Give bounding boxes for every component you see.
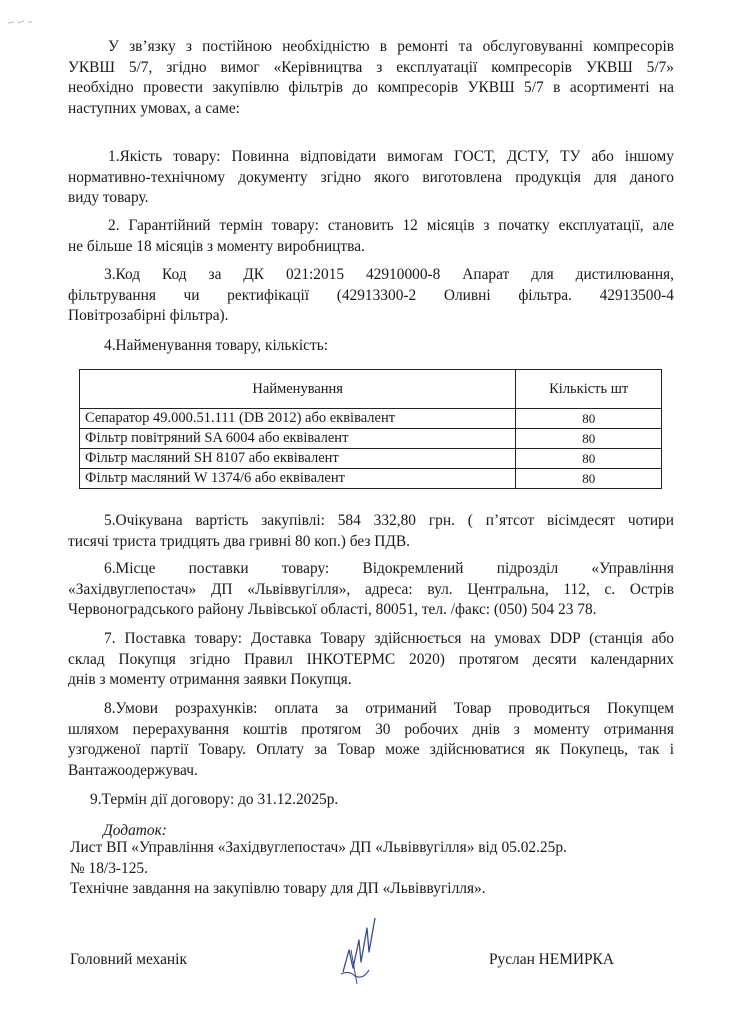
item-4-goods [68,336,674,357]
intro-line: наступних умовах, а саме: [68,99,240,117]
table-row [80,409,662,429]
scan-artifact [6,18,46,26]
signatory-position: Головний механік [70,951,187,968]
item-6-line: Червоноградського району Львівської області, 80051, тел. /факс: (050) 504 23 78. [68,601,597,618]
row-qty: 80 [516,409,662,429]
attachment-title: Додаток: [103,822,167,839]
item-2-line: не більше 18 місяців з моменту виробництва. [68,237,365,255]
item-6-line: «Західвуглепостач» ДП «Львіввугілля», адреса: вул. Центральна, 112, с. Острів [68,580,674,598]
table-row [80,469,662,489]
item-8-line: Вантажоодержувач. [68,761,198,779]
intro-line: У зв’язку з постійною необхідністю в ремонті та обслуговуванні компресорів [108,38,674,55]
row-name: Фільтр повітряний SA 6004 або еквівалент [80,429,516,449]
item-1-line: 1.Якість товару: Повинна відповідати вимогам ГОСТ, ДСТУ, ТУ або іншому [108,148,674,165]
item-3-code [68,265,674,327]
item-1-quality [68,147,674,209]
row-qty: 80 [516,429,662,449]
attachment-line: Лист ВП «Управління «Західвуглепостач» ДП «Львіввугілля» від 05.02.25р. [70,839,567,856]
item-1-line: виду товару. [68,189,149,206]
item-8-line: 8.Умови розрахунків: оплата за отриманий Товар проводиться Покупцем [104,700,674,717]
header-qty: Кількість шт [516,370,662,409]
table-row [80,449,662,469]
item-2-line: 2. Гарантійний термін товару: становить 12 місяців з початку експлуатації, але [108,217,674,234]
signature [335,910,385,990]
item-7-line: днів з моменту отримання заявки Покупця. [68,671,352,688]
table-header-row [80,370,662,409]
item-8-line: шляхом перерахування коштів протягом 30 робочих днів з моменту отримання [68,720,674,738]
item-2-warranty [68,216,674,257]
intro-line: необхідно провести закупівлю фільтрів до компресорів УКВШ 5/7 в асортименті на [68,79,674,96]
item-5-cost [68,511,674,552]
intro-paragraph [68,37,674,119]
item-5-line: 5.Очікувана вартість закупівлі: 584 332,80 грн. ( п’ятсот вісімдесят чотири [104,512,674,529]
attachment-list [70,838,676,900]
item-9-term [68,790,674,811]
item-4-line: 4.Найменування товару, кількість: [104,337,329,354]
row-qty: 80 [516,469,662,489]
row-name: Фільтр масляний SH 8107 або еквівалент [80,449,516,469]
item-5-line: тисячі триста тридцять два гривні 80 коп.) без ПДВ. [68,532,411,550]
attachment-line: № 18/3-125. [70,859,148,877]
signatory-name: Руслан НЕМИРКА [489,951,614,968]
goods-table [79,369,662,489]
item-3-line: фільтрування чи ректифікації (42913300-2 Оливні фільтра. 42913500-4 [68,286,674,304]
header-name: Найменування [80,370,516,409]
table-row [80,429,662,449]
row-name: Сепаратор 49.000.51.111 (DB 2012) або еквівалент [80,409,516,429]
intro-line: УКВШ 5/7, згідно вимог «Керівництва з експлуатації компресорів УКВШ 5/7» [68,58,674,76]
attachment-line: Технічне завдання на закупівлю товару для ДП «Львіввугілля». [70,880,486,897]
item-6-line: 6.Місце поставки товару: Відокремлений підрозділ «Управління [104,560,674,577]
row-qty: 80 [516,449,662,469]
item-3-line: Повітрозабірні фільтра). [68,307,229,324]
item-8-payment [68,699,674,781]
item-1-line: нормативно-технічному документу згідно якого виготовлена продукція для даного [68,168,674,186]
item-7-line: 7. Поставка товару: Доставка Товару здійснюється на умовах DDP (станція або [104,630,674,647]
item-6-delivery-place [68,559,674,621]
item-3-line: 3.Код Код за ДК 021:2015 42910000-8 Апарат для дистилювання, [104,266,674,283]
item-9-line: 9.Термін дії договору: до 31.12.2025р. [90,791,339,808]
item-7-line: склад Покупця згідно Правил ІНКОТЕРМС 2020) протягом десяти календарних [68,650,674,668]
item-8-line: узгодженої партії Товару. Оплату за Товар може здійснюватися як Покупець, так і [68,741,674,758]
item-7-supply [68,629,674,691]
row-name: Фільтр масляний W 1374/6 або еквівалент [80,469,516,489]
